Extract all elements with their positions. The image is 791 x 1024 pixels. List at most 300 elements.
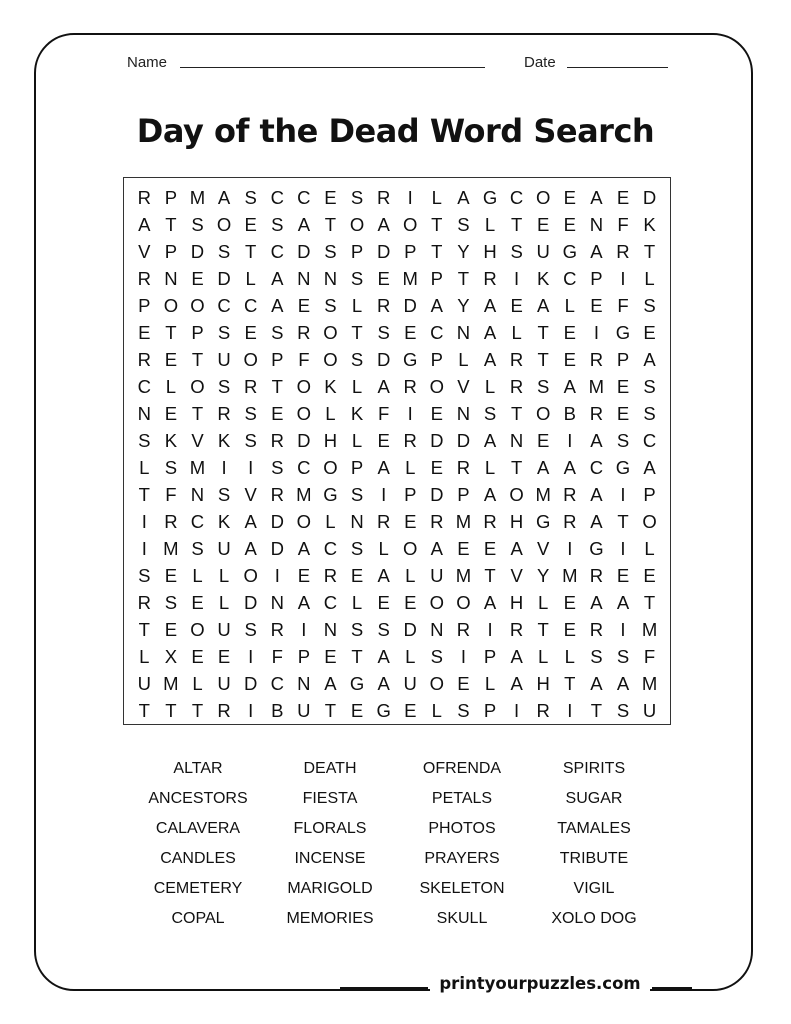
grid-letter[interactable]: L — [564, 646, 575, 667]
grid-letter[interactable]: A — [430, 538, 443, 559]
grid-letter[interactable]: I — [487, 619, 493, 640]
grid-letter[interactable]: A — [457, 187, 470, 208]
grid-letter[interactable]: I — [620, 538, 626, 559]
grid-letter[interactable]: A — [297, 538, 311, 559]
grid-letter[interactable]: N — [270, 592, 284, 613]
grid-letter[interactable]: P — [350, 457, 364, 478]
grid-letter[interactable]: L — [431, 187, 442, 208]
grid-letter[interactable]: D — [430, 430, 444, 451]
grid-letter[interactable]: O — [536, 187, 551, 208]
grid-letter[interactable]: L — [192, 565, 203, 586]
grid-letter[interactable]: S — [616, 430, 630, 451]
grid-letter[interactable]: Y — [457, 241, 470, 262]
grid-letter[interactable]: P — [191, 322, 204, 343]
grid-letter[interactable]: I — [274, 565, 280, 586]
grid-letter[interactable]: I — [514, 700, 520, 721]
grid-letter[interactable]: M — [535, 484, 551, 505]
grid-letter[interactable]: I — [593, 322, 599, 343]
grid-letter[interactable]: D — [270, 511, 284, 532]
grid-letter[interactable]: A — [138, 214, 151, 235]
grid-letter[interactable]: A — [590, 187, 603, 208]
grid-letter[interactable]: N — [297, 673, 311, 694]
grid-letter[interactable]: P — [643, 484, 656, 505]
grid-letter[interactable]: S — [350, 538, 364, 559]
grid-letter[interactable]: G — [562, 241, 577, 262]
grid-letter[interactable]: A — [510, 646, 523, 667]
grid-letter[interactable]: P — [457, 484, 470, 505]
grid-letter[interactable]: C — [297, 457, 311, 478]
grid-letter[interactable]: A — [537, 457, 550, 478]
grid-letter[interactable]: D — [297, 430, 311, 451]
grid-letter[interactable]: U — [217, 673, 231, 694]
grid-letter[interactable]: A — [483, 592, 497, 613]
grid-letter[interactable]: G — [323, 484, 338, 505]
grid-letter[interactable]: G — [403, 349, 418, 370]
grid-letter[interactable]: E — [563, 187, 576, 208]
grid-letter[interactable]: M — [189, 457, 206, 478]
grid-letter[interactable]: T — [537, 322, 549, 343]
grid-letter[interactable]: E — [643, 565, 656, 586]
grid-letter[interactable]: S — [244, 430, 257, 451]
grid-letter[interactable]: G — [615, 322, 631, 343]
grid-letter[interactable]: N — [509, 430, 524, 451]
grid-letter[interactable]: L — [378, 538, 389, 559]
grid-letter[interactable]: L — [484, 214, 496, 235]
grid-letter[interactable]: S — [430, 646, 443, 667]
grid-letter[interactable]: A — [590, 592, 603, 613]
grid-letter[interactable]: P — [138, 295, 151, 316]
grid-letter[interactable]: S — [643, 295, 656, 316]
grid-letter[interactable]: A — [377, 214, 390, 235]
grid-letter[interactable]: E — [164, 565, 178, 586]
grid-letter[interactable]: T — [191, 349, 204, 370]
grid-letter[interactable]: I — [407, 403, 413, 424]
grid-letter[interactable]: N — [456, 322, 471, 343]
grid-letter[interactable]: M — [641, 619, 658, 640]
grid-letter[interactable]: L — [511, 322, 522, 343]
grid-letter[interactable]: K — [350, 403, 364, 424]
grid-letter[interactable]: T — [271, 376, 283, 397]
grid-letter[interactable]: R — [589, 349, 604, 370]
grid-letter[interactable]: O — [323, 457, 338, 478]
grid-letter[interactable]: E — [164, 403, 178, 424]
grid-letter[interactable]: E — [563, 619, 576, 640]
grid-letter[interactable]: S — [244, 403, 257, 424]
grid-letter[interactable]: O — [243, 349, 258, 370]
grid-letter[interactable]: T — [431, 214, 443, 235]
grid-letter[interactable]: A — [590, 484, 603, 505]
grid-letter[interactable]: S — [457, 214, 470, 235]
grid-letter[interactable]: R — [536, 700, 550, 721]
grid-letter[interactable]: P — [483, 700, 497, 721]
grid-letter[interactable]: U — [536, 241, 550, 262]
grid-letter[interactable]: L — [405, 565, 416, 586]
grid-letter[interactable]: K — [324, 376, 337, 397]
grid-letter[interactable]: E — [510, 295, 523, 316]
grid-letter[interactable]: U — [403, 673, 417, 694]
grid-letter[interactable]: F — [617, 295, 629, 316]
grid-letter[interactable]: T — [510, 403, 523, 424]
grid-letter[interactable]: R — [217, 403, 231, 424]
grid-letter[interactable]: P — [430, 349, 443, 370]
grid-letter[interactable]: R — [509, 619, 524, 640]
grid-letter[interactable]: L — [538, 592, 549, 613]
grid-letter[interactable]: E — [244, 214, 257, 235]
grid-letter[interactable]: R — [589, 403, 604, 424]
grid-letter[interactable]: E — [537, 214, 550, 235]
grid-letter[interactable]: R — [137, 268, 151, 289]
grid-letter[interactable]: T — [324, 214, 337, 235]
grid-letter[interactable]: S — [377, 619, 390, 640]
grid-letter[interactable]: E — [616, 376, 630, 397]
grid-letter[interactable]: M — [189, 187, 206, 208]
grid-letter[interactable]: D — [642, 187, 657, 208]
grid-letter[interactable]: E — [191, 646, 204, 667]
grid-letter[interactable]: I — [620, 268, 626, 289]
grid-letter[interactable]: C — [297, 187, 311, 208]
grid-letter[interactable]: P — [590, 268, 603, 289]
grid-letter[interactable]: N — [297, 268, 311, 289]
grid-letter[interactable]: G — [589, 538, 604, 559]
grid-letter[interactable]: E — [483, 538, 497, 559]
grid-letter[interactable]: O — [296, 403, 312, 424]
grid-letter[interactable]: A — [483, 430, 497, 451]
grid-letter[interactable]: O — [190, 376, 205, 397]
grid-letter[interactable]: A — [483, 322, 497, 343]
grid-letter[interactable]: O — [296, 376, 312, 397]
grid-letter[interactable]: A — [297, 592, 311, 613]
grid-letter[interactable]: E — [404, 592, 417, 613]
grid-letter[interactable]: E — [457, 538, 470, 559]
grid-letter[interactable]: S — [377, 322, 390, 343]
grid-letter[interactable]: I — [567, 700, 573, 721]
grid-letter[interactable]: A — [244, 511, 257, 532]
grid-letter[interactable]: K — [217, 430, 231, 451]
grid-letter[interactable]: A — [271, 295, 284, 316]
grid-letter[interactable]: O — [190, 619, 205, 640]
grid-letter[interactable]: T — [537, 349, 549, 370]
grid-letter[interactable]: C — [642, 430, 657, 451]
grid-letter[interactable]: I — [248, 700, 254, 721]
grid-letter[interactable]: D — [270, 538, 284, 559]
grid-letter[interactable]: U — [297, 700, 311, 721]
grid-letter[interactable]: S — [217, 376, 231, 397]
grid-letter[interactable]: L — [484, 457, 496, 478]
grid-letter[interactable]: P — [430, 268, 443, 289]
grid-letter[interactable]: S — [271, 214, 284, 235]
grid-letter[interactable]: A — [563, 376, 576, 397]
grid-letter[interactable]: L — [218, 592, 230, 613]
grid-letter[interactable]: A — [377, 565, 390, 586]
grid-letter[interactable]: E — [191, 268, 204, 289]
grid-letter[interactable]: T — [165, 322, 177, 343]
grid-letter[interactable]: I — [620, 484, 626, 505]
grid-letter[interactable]: S — [138, 430, 151, 451]
grid-letter[interactable]: T — [510, 457, 523, 478]
grid-letter[interactable]: E — [563, 349, 576, 370]
grid-letter[interactable]: K — [164, 430, 178, 451]
grid-letter[interactable]: U — [217, 538, 231, 559]
grid-letter[interactable]: E — [217, 646, 231, 667]
grid-letter[interactable]: A — [563, 457, 576, 478]
grid-letter[interactable]: S — [616, 700, 630, 721]
grid-letter[interactable]: S — [217, 484, 231, 505]
grid-letter[interactable]: I — [221, 457, 227, 478]
grid-letter[interactable]: O — [349, 214, 365, 235]
grid-letter[interactable]: U — [642, 700, 657, 721]
grid-letter[interactable]: A — [324, 673, 337, 694]
grid-letter[interactable]: C — [323, 538, 338, 559]
grid-letter[interactable]: R — [217, 700, 231, 721]
grid-letter[interactable]: T — [510, 214, 523, 235]
grid-letter[interactable]: O — [456, 592, 471, 613]
grid-letter[interactable]: D — [430, 484, 444, 505]
grid-letter[interactable]: A — [483, 484, 497, 505]
grid-letter[interactable]: L — [325, 403, 336, 424]
grid-letter[interactable]: N — [323, 619, 338, 640]
grid-letter[interactable]: T — [245, 241, 257, 262]
grid-letter[interactable]: P — [404, 484, 417, 505]
grid-letter[interactable]: K — [643, 214, 656, 235]
grid-letter[interactable]: E — [324, 646, 337, 667]
grid-letter[interactable]: E — [404, 700, 417, 721]
grid-letter[interactable]: A — [430, 295, 443, 316]
grid-letter[interactable]: A — [483, 295, 497, 316]
grid-letter[interactable]: K — [537, 268, 550, 289]
grid-letter[interactable]: V — [457, 376, 470, 397]
grid-letter[interactable]: T — [351, 322, 363, 343]
grid-letter[interactable]: A — [590, 430, 603, 451]
grid-letter[interactable]: V — [191, 430, 204, 451]
grid-letter[interactable]: T — [564, 673, 576, 694]
grid-letter[interactable]: L — [484, 376, 496, 397]
grid-letter[interactable]: E — [297, 295, 311, 316]
grid-letter[interactable]: C — [509, 187, 524, 208]
grid-letter[interactable]: I — [248, 646, 254, 667]
grid-letter[interactable]: S — [191, 538, 204, 559]
name-field-line[interactable] — [180, 67, 485, 68]
grid-letter[interactable]: P — [164, 187, 178, 208]
grid-letter[interactable]: C — [563, 268, 577, 289]
grid-letter[interactable]: D — [403, 619, 417, 640]
grid-letter[interactable]: A — [377, 457, 390, 478]
grid-letter[interactable]: E — [457, 673, 470, 694]
grid-letter[interactable]: I — [620, 619, 626, 640]
grid-letter[interactable]: T — [590, 700, 603, 721]
grid-letter[interactable]: O — [429, 376, 445, 397]
grid-letter[interactable]: S — [324, 241, 337, 262]
grid-letter[interactable]: A — [590, 511, 603, 532]
grid-letter[interactable]: H — [323, 430, 338, 451]
grid-letter[interactable]: D — [217, 268, 231, 289]
grid-letter[interactable]: O — [243, 565, 258, 586]
grid-letter[interactable]: D — [190, 241, 205, 262]
grid-letter[interactable]: T — [457, 268, 470, 289]
grid-letter[interactable]: O — [403, 214, 418, 235]
grid-letter[interactable]: D — [376, 349, 391, 370]
grid-letter[interactable]: T — [165, 214, 177, 235]
grid-letter[interactable]: E — [271, 403, 284, 424]
grid-letter[interactable]: A — [643, 349, 656, 370]
grid-letter[interactable]: R — [270, 430, 284, 451]
grid-letter[interactable]: C — [243, 295, 258, 316]
grid-letter[interactable]: C — [430, 322, 444, 343]
grid-letter[interactable]: P — [483, 646, 497, 667]
grid-letter[interactable]: R — [403, 430, 417, 451]
grid-letter[interactable]: S — [643, 403, 656, 424]
grid-letter[interactable]: R — [430, 511, 444, 532]
grid-letter[interactable]: E — [377, 592, 390, 613]
grid-letter[interactable]: E — [616, 565, 630, 586]
grid-letter[interactable]: O — [403, 538, 418, 559]
grid-letter[interactable]: S — [616, 646, 630, 667]
grid-letter[interactable]: S — [164, 457, 178, 478]
grid-letter[interactable]: L — [351, 295, 363, 316]
grid-letter[interactable]: P — [297, 646, 311, 667]
grid-letter[interactable]: H — [509, 511, 524, 532]
grid-letter[interactable]: S — [457, 700, 470, 721]
grid-letter[interactable]: F — [643, 646, 656, 667]
grid-letter[interactable]: L — [325, 511, 336, 532]
grid-letter[interactable]: E — [350, 700, 364, 721]
grid-letter[interactable]: S — [510, 241, 523, 262]
grid-letter[interactable]: I — [460, 646, 466, 667]
grid-letter[interactable]: V — [510, 565, 523, 586]
grid-letter[interactable]: E — [404, 322, 417, 343]
grid-letter[interactable]: D — [376, 241, 391, 262]
grid-letter[interactable]: C — [323, 592, 338, 613]
grid-letter[interactable]: T — [537, 619, 549, 640]
grid-letter[interactable]: H — [483, 241, 497, 262]
grid-letter[interactable]: L — [538, 646, 549, 667]
grid-letter[interactable]: R — [456, 457, 471, 478]
grid-letter[interactable]: A — [271, 268, 284, 289]
grid-letter[interactable]: A — [217, 187, 231, 208]
grid-letter[interactable]: M — [402, 268, 418, 289]
grid-letter[interactable]: S — [164, 592, 178, 613]
grid-letter[interactable]: O — [536, 403, 551, 424]
grid-letter[interactable]: G — [482, 187, 498, 208]
grid-letter[interactable]: U — [430, 565, 444, 586]
grid-letter[interactable]: A — [377, 646, 390, 667]
grid-letter[interactable]: S — [350, 484, 364, 505]
grid-letter[interactable]: M — [455, 511, 472, 532]
grid-letter[interactable]: T — [138, 484, 150, 505]
grid-letter[interactable]: R — [403, 376, 417, 397]
grid-letter[interactable]: T — [617, 511, 629, 532]
grid-letter[interactable]: R — [456, 619, 471, 640]
grid-letter[interactable]: R — [563, 484, 577, 505]
grid-letter[interactable]: M — [588, 376, 605, 397]
grid-letter[interactable]: R — [483, 268, 497, 289]
grid-letter[interactable]: A — [510, 538, 523, 559]
grid-letter[interactable]: R — [589, 565, 604, 586]
grid-letter[interactable]: A — [616, 673, 630, 694]
grid-letter[interactable]: L — [351, 376, 363, 397]
grid-letter[interactable]: L — [644, 268, 655, 289]
grid-letter[interactable]: T — [351, 646, 363, 667]
grid-letter[interactable]: E — [430, 403, 443, 424]
grid-letter[interactable]: S — [483, 403, 497, 424]
grid-letter[interactable]: O — [509, 484, 524, 505]
grid-letter[interactable]: S — [138, 565, 151, 586]
grid-letter[interactable]: O — [323, 322, 338, 343]
grid-letter[interactable]: O — [429, 592, 445, 613]
grid-letter[interactable]: E — [297, 565, 311, 586]
grid-letter[interactable]: R — [376, 187, 391, 208]
grid-letter[interactable]: R — [323, 565, 338, 586]
grid-letter[interactable]: E — [138, 322, 151, 343]
grid-letter[interactable]: L — [484, 673, 496, 694]
grid-letter[interactable]: E — [563, 322, 576, 343]
grid-letter[interactable]: L — [644, 538, 655, 559]
grid-letter[interactable]: N — [190, 484, 205, 505]
grid-letter[interactable]: M — [641, 673, 658, 694]
grid-letter[interactable]: U — [137, 673, 151, 694]
grid-letter[interactable]: A — [377, 376, 390, 397]
grid-letter[interactable]: B — [563, 403, 576, 424]
grid-letter[interactable]: R — [270, 619, 284, 640]
grid-letter[interactable]: E — [164, 349, 178, 370]
grid-letter[interactable]: L — [192, 673, 203, 694]
grid-letter[interactable]: R — [616, 241, 630, 262]
grid-letter[interactable]: H — [536, 673, 550, 694]
grid-letter[interactable]: E — [590, 295, 603, 316]
grid-letter[interactable]: I — [381, 484, 387, 505]
grid-letter[interactable]: T — [138, 700, 150, 721]
grid-letter[interactable]: R — [137, 592, 151, 613]
grid-letter[interactable]: S — [271, 457, 284, 478]
grid-letter[interactable]: T — [431, 241, 443, 262]
grid-letter[interactable]: L — [431, 700, 442, 721]
grid-letter[interactable]: O — [296, 511, 312, 532]
grid-letter[interactable]: R — [243, 376, 258, 397]
grid-letter[interactable]: T — [191, 403, 204, 424]
grid-letter[interactable]: S — [537, 376, 550, 397]
grid-letter[interactable]: A — [377, 673, 390, 694]
grid-letter[interactable]: R — [137, 349, 151, 370]
grid-letter[interactable]: T — [643, 241, 656, 262]
grid-letter[interactable]: P — [271, 349, 284, 370]
grid-letter[interactable]: O — [429, 673, 445, 694]
grid-letter[interactable]: I — [567, 538, 573, 559]
grid-letter[interactable]: C — [190, 511, 205, 532]
grid-letter[interactable]: C — [270, 673, 284, 694]
grid-letter[interactable]: G — [615, 457, 631, 478]
grid-letter[interactable]: I — [301, 619, 307, 640]
grid-letter[interactable]: T — [138, 619, 150, 640]
grid-letter[interactable]: G — [536, 511, 551, 532]
grid-letter[interactable]: T — [484, 565, 496, 586]
grid-letter[interactable]: R — [376, 295, 391, 316]
grid-letter[interactable]: Y — [537, 565, 550, 586]
grid-letter[interactable]: K — [217, 511, 231, 532]
grid-letter[interactable]: C — [137, 376, 151, 397]
grid-letter[interactable]: M — [296, 484, 312, 505]
grid-letter[interactable]: F — [377, 403, 390, 424]
grid-letter[interactable]: T — [643, 592, 656, 613]
grid-letter[interactable]: U — [217, 349, 231, 370]
grid-letter[interactable]: S — [217, 322, 231, 343]
grid-letter[interactable]: L — [139, 457, 150, 478]
grid-letter[interactable]: P — [616, 349, 630, 370]
grid-letter[interactable]: V — [244, 484, 257, 505]
grid-letter[interactable]: A — [244, 538, 257, 559]
grid-letter[interactable]: D — [243, 673, 258, 694]
grid-letter[interactable]: O — [163, 295, 179, 316]
grid-letter[interactable]: M — [562, 565, 578, 586]
grid-letter[interactable]: A — [616, 592, 630, 613]
